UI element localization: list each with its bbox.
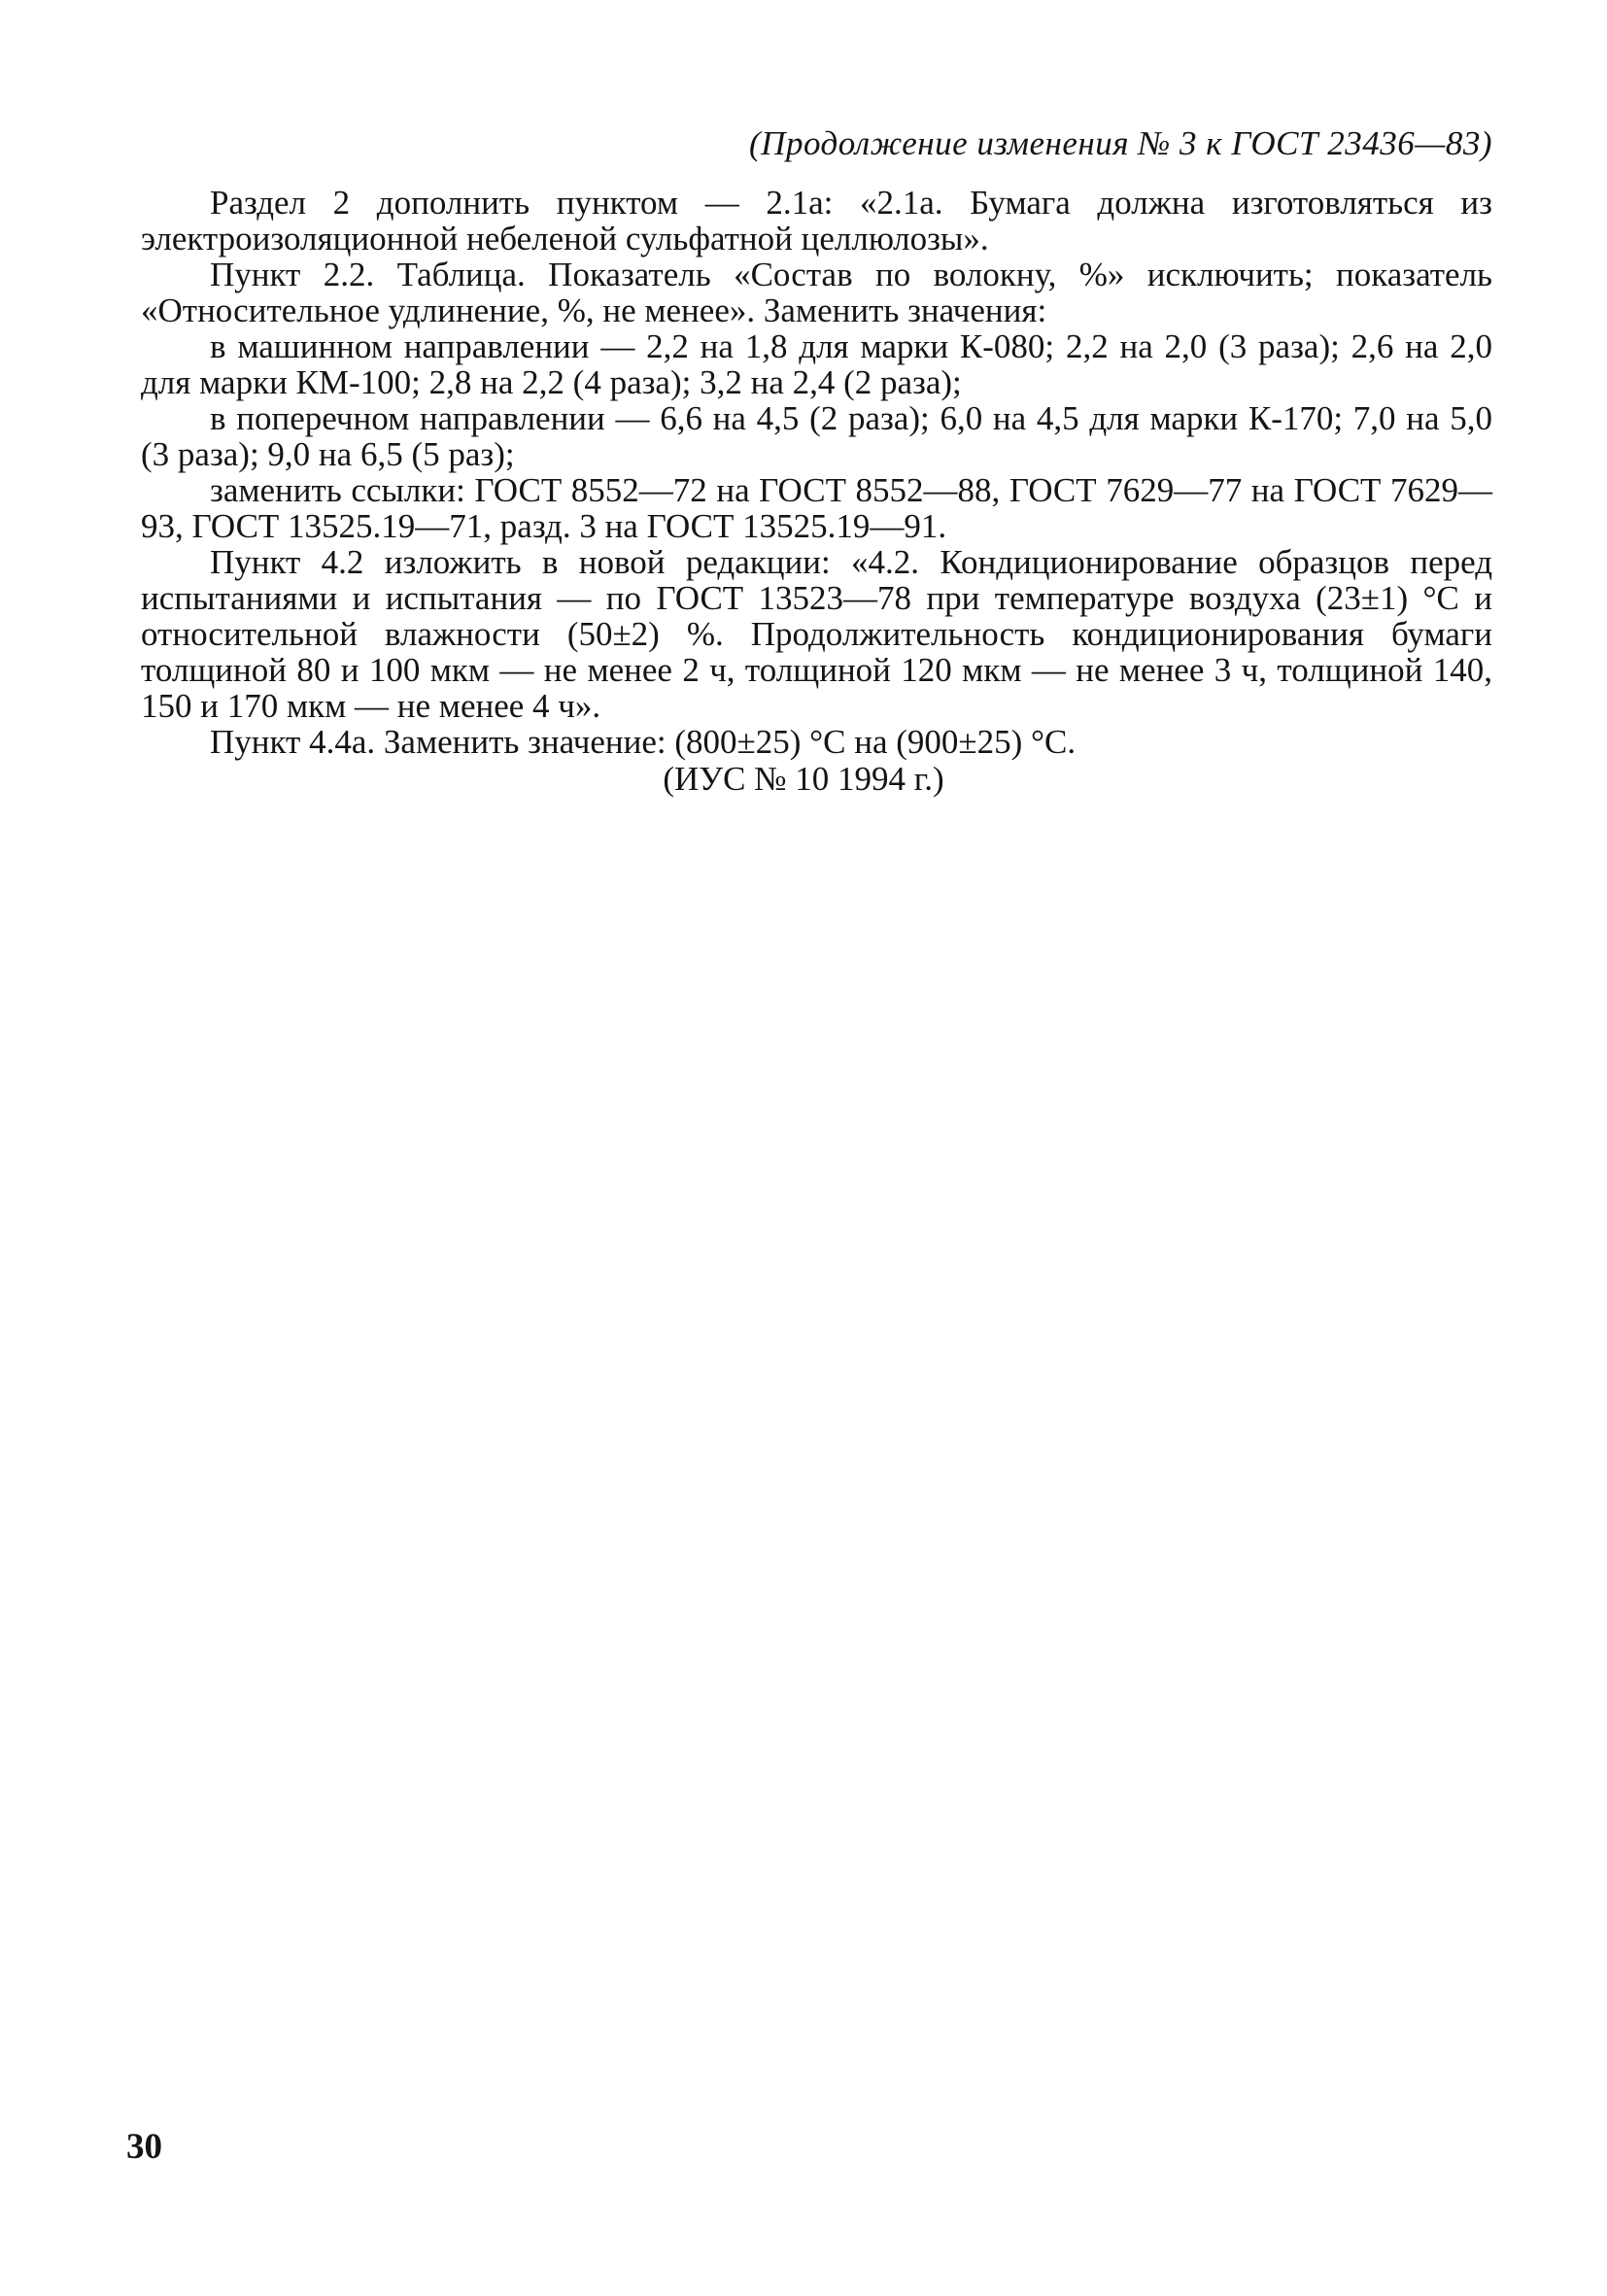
paragraph-references: заменить ссылки: ГОСТ 8552—72 на ГОСТ 8552—88, ГОСТ 7629—77 на ГОСТ 7629—93, ГОСТ 13525.19—71, разд. 3 на ГОСТ 13525.19—91. — [141, 471, 1492, 545]
paragraph-machine-direction: в машинном направлении — 2,2 на 1,8 для марки К-080; 2,2 на 2,0 (3 раза); 2,6 на 2,0 для марки КМ-100; 2,8 на 2,2 (4 раза); 3,2 на 2,4 (2 раза); — [141, 327, 1492, 401]
paragraph-cross-direction: в поперечном направлении — 6,6 на 4,5 (2 раза); 6,0 на 4,5 для марки К-170; 7,0 на 5,0 (3 раза); 9,0 на 6,5 (5 раз); — [141, 399, 1492, 473]
paragraph-item-2-2: Пункт 2.2. Таблица. Показатель «Состав по волокну, %» исключить; показатель «Относительное удлинение, %, не менее». Заменить значения: — [141, 256, 1492, 329]
issue-reference: (ИУС № 10 1994 г.) — [663, 760, 944, 798]
amendment-text — [141, 185, 1492, 760]
paragraph-item-4-2: Пункт 4.2 изложить в новой редакции: «4.2. Кондиционирование образцов перед испытаниями и испытания — по ГОСТ 13523—78 при температуре воздуха (23±1) °С и относительной влажности (50±2) %. Продолжительность кондиционирования бумаги толщиной 80 и 100 мкм — не менее 2 ч, толщиной 120 мкм — не менее 3 ч, толщиной 140, 150 и 170 мкм — не менее 4 ч». — [141, 543, 1492, 725]
page-header: (Продолжение изменения № 3 к ГОСТ 23436—83) — [749, 124, 1492, 162]
page-number: 30 — [126, 2127, 162, 2167]
paragraph-section-2: Раздел 2 дополнить пунктом — 2.1а: «2.1а. Бумага должна изготовляться из электроизоляционной небеленой сульфатной целлюлозы». — [141, 184, 1492, 257]
paragraph-item-4-4a: Пункт 4.4а. Заменить значение: (800±25) °С на (900±25) °С. — [210, 723, 1077, 761]
